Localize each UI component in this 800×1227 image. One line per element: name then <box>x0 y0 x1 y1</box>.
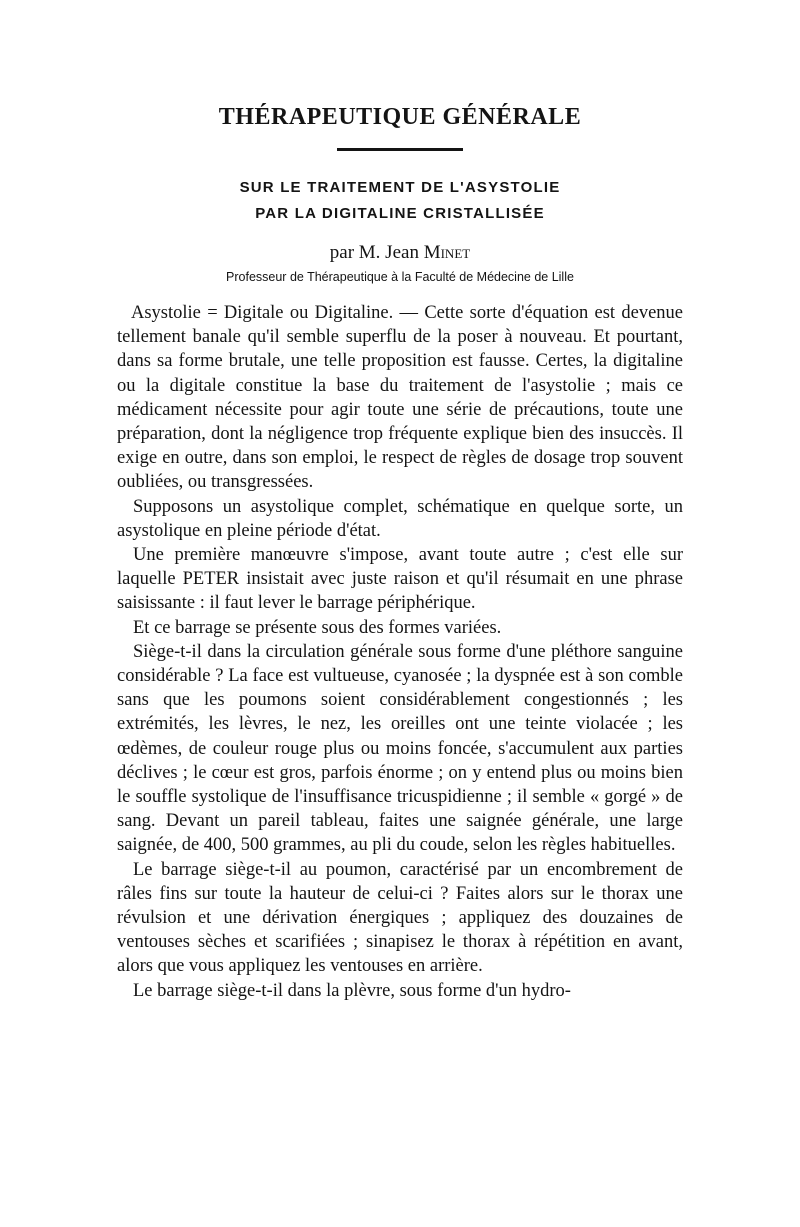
main-title: THÉRAPEUTIQUE GÉNÉRALE <box>218 104 582 130</box>
paragraph: Supposons un asystolique complet, schématique en quelque sorte, un asystolique en pleine période d'état. <box>117 496 683 541</box>
article-body <box>117 301 683 1003</box>
paragraph: Le barrage siège-t-il dans la plèvre, sous forme d'un hydro- <box>133 980 571 1001</box>
author-affiliation: Professeur de Thérapeutique à la Faculté de Médecine de Lille <box>226 270 574 284</box>
paragraph: Une première manœuvre s'impose, avant toute autre ; c'est elle sur laquelle PETER insistait avec juste raison et qu'il résumait en une phrase saisissante : il faut lever le barrage périphérique. <box>117 545 683 614</box>
byline-prefix: par M. Jean <box>329 242 419 263</box>
article-subtitle-line1: SUR LE TRAITEMENT DE L'ASYSTOLIE <box>239 179 561 196</box>
paragraph: Asystolie = Digitale ou Digitaline. — Cette sorte d'équation est devenue tellement banale qu'il semble superflu de la poser à nouveau. Et pourtant, dans sa forme brutale, une telle proposition est fausse. Certes, la digitaline ou la digitale constitue la base du traitement de l'asystolie ; mais ce médicament nécessite pour agir toute une série de précautions, toute une préparation, dont la négligence trop fréquente explique bien des insuccès. Il exige en outre, dans son emploi, le respect de règles de dosage trop souvent oubliées, ou transgressées. <box>117 303 683 493</box>
title-rule <box>337 148 463 151</box>
paragraph: Le barrage siège-t-il au poumon, caractérisé par un encombrement de râles fins sur toute la hauteur de celui-ci ? Faites alors sur le thorax une révulsion et une dérivation énergiques ; appliquez des douzaines de ventouses sèches et scarifiées ; sinapisez le thorax à répétition en avant, alors que vous appliquez les ventouses en arrière. <box>117 859 683 977</box>
paragraph: Siège-t-il dans la circulation générale sous forme d'une pléthore sanguine considérable ? La face est vultueuse, cyanosée ; la dyspnée est à son comble sans que les poumons soient considérablement congestionnés ; les extrémités, les lèvres, le nez, les oreilles ont une teinte violacée ; les œdèmes, de couleur rouge plus ou moins foncée, s'accumulent aux parties déclives ; le cœur est gros, parfois énorme ; on y entend plus ou moins bien le souffle systolique de l'insuffisance tricuspidienne ; il semble « gorgé » de sang. Devant un pareil tableau, faites une saignée générale, une large saignée, de 400, 500 grammes, au pli du coude, selon les règles habituelles. <box>117 641 683 856</box>
paragraph: Et ce barrage se présente sous des formes variées. <box>133 617 502 638</box>
byline <box>117 241 683 265</box>
article-subtitle-line2: PAR LA DIGITALINE CRISTALLISÉE <box>255 205 545 222</box>
author-name: Minet <box>423 242 471 263</box>
document-page <box>117 100 683 1003</box>
